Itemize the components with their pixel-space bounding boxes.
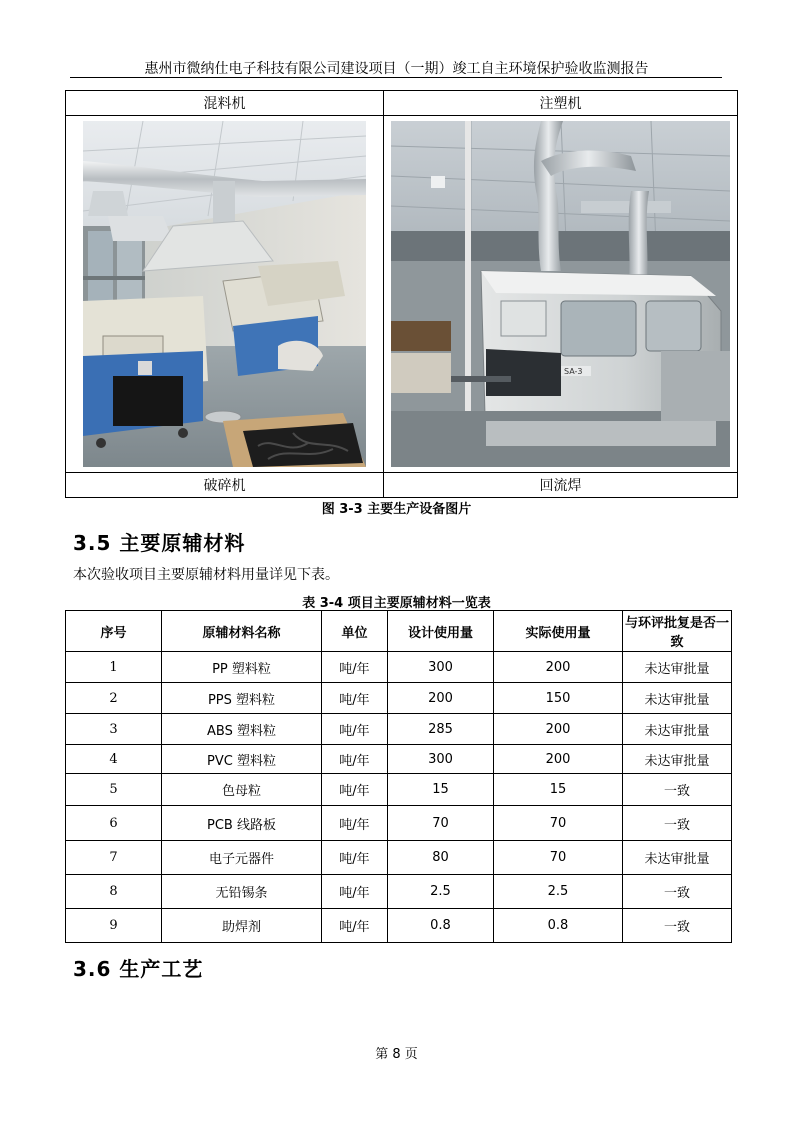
col-header-consistency: 与环评批复是否一致 [623,611,732,652]
cell-consistency: 未达审批量 [623,714,732,745]
cell-index: 3 [66,714,162,745]
cell-actual-usage: 200 [494,714,623,745]
cell-design-usage: 15 [388,774,494,806]
cell-consistency: 未达审批量 [623,652,732,683]
materials-table [65,610,732,943]
cell-design-usage: 70 [388,806,494,841]
cell-material: PVC 塑料粒 [162,745,322,774]
table-row [66,909,732,943]
table-row [66,652,732,683]
cell-consistency: 未达审批量 [623,683,732,714]
col-header-material: 原辅材料名称 [162,611,322,652]
table-row [66,841,732,875]
photo-caption-reflow: 回流焊 [384,473,738,498]
cell-unit: 吨/年 [322,909,388,943]
table-caption: 表 3-4 项目主要原辅材料一览表 [302,596,491,611]
injection-reflow-photo [391,121,730,467]
table-row [66,774,732,806]
cell-index: 2 [66,683,162,714]
report-header-title: 惠州市微纳仕电子科技有限公司建设项目（一期）竣工自主环境保护验收监测报告 [144,61,649,77]
cell-index: 9 [66,909,162,943]
cell-actual-usage: 0.8 [494,909,623,943]
cell-consistency: 一致 [623,774,732,806]
cell-consistency: 一致 [623,909,732,943]
table-row [66,714,732,745]
cell-consistency: 一致 [623,875,732,909]
cell-material: PPS 塑料粒 [162,683,322,714]
cell-unit: 吨/年 [322,745,388,774]
cell-design-usage: 2.5 [388,875,494,909]
cell-unit: 吨/年 [322,714,388,745]
figure-caption: 图 3-3 主要生产设备图片 [321,502,472,517]
cell-unit: 吨/年 [322,806,388,841]
cell-design-usage: 285 [388,714,494,745]
cell-index: 1 [66,652,162,683]
section-heading-3-5: 3.5 主要原辅材料 [73,531,246,555]
cell-unit: 吨/年 [322,683,388,714]
cell-actual-usage: 70 [494,841,623,875]
cell-design-usage: 0.8 [388,909,494,943]
table-row [66,875,732,909]
cell-index: 8 [66,875,162,909]
cell-actual-usage: 150 [494,683,623,714]
machine-label: SA-3 [564,367,583,376]
photo-caption-injection-molding: 注塑机 [384,91,738,116]
cell-actual-usage: 200 [494,652,623,683]
cell-material: 电子元器件 [162,841,322,875]
cell-index: 5 [66,774,162,806]
section-intro-paragraph: 本次验收项目主要原辅材料用量详见下表。 [73,567,339,583]
table-row [66,745,732,774]
table-row [66,683,732,714]
header-rule [70,77,722,78]
cell-material: PP 塑料粒 [162,652,322,683]
page-number: 第 8 页 [375,1047,418,1062]
cell-material: 色母粒 [162,774,322,806]
photo-caption-crusher: 破碎机 [66,473,384,498]
table-header-row [66,611,732,652]
col-header-index: 序号 [66,611,162,652]
cell-unit: 吨/年 [322,841,388,875]
cell-design-usage: 200 [388,683,494,714]
cell-actual-usage: 70 [494,806,623,841]
cell-material: PCB 线路板 [162,806,322,841]
cell-consistency: 一致 [623,806,732,841]
col-header-design-usage: 设计使用量 [388,611,494,652]
section-heading-3-6: 3.6 生产工艺 [73,957,204,981]
mixer-crusher-photo [83,121,366,467]
cell-unit: 吨/年 [322,774,388,806]
table-row [66,806,732,841]
col-header-actual-usage: 实际使用量 [494,611,623,652]
cell-unit: 吨/年 [322,875,388,909]
cell-actual-usage: 15 [494,774,623,806]
cell-design-usage: 300 [388,652,494,683]
cell-design-usage: 300 [388,745,494,774]
cell-actual-usage: 200 [494,745,623,774]
cell-material: ABS 塑料粒 [162,714,322,745]
cell-unit: 吨/年 [322,652,388,683]
equipment-photo-grid [65,90,738,498]
cell-material: 助焊剂 [162,909,322,943]
cell-index: 6 [66,806,162,841]
col-header-unit: 单位 [322,611,388,652]
cell-index: 7 [66,841,162,875]
cell-consistency: 未达审批量 [623,745,732,774]
cell-design-usage: 80 [388,841,494,875]
cell-material: 无铅锡条 [162,875,322,909]
cell-consistency: 未达审批量 [623,841,732,875]
cell-index: 4 [66,745,162,774]
cell-actual-usage: 2.5 [494,875,623,909]
photo-caption-mixer: 混料机 [66,91,384,116]
